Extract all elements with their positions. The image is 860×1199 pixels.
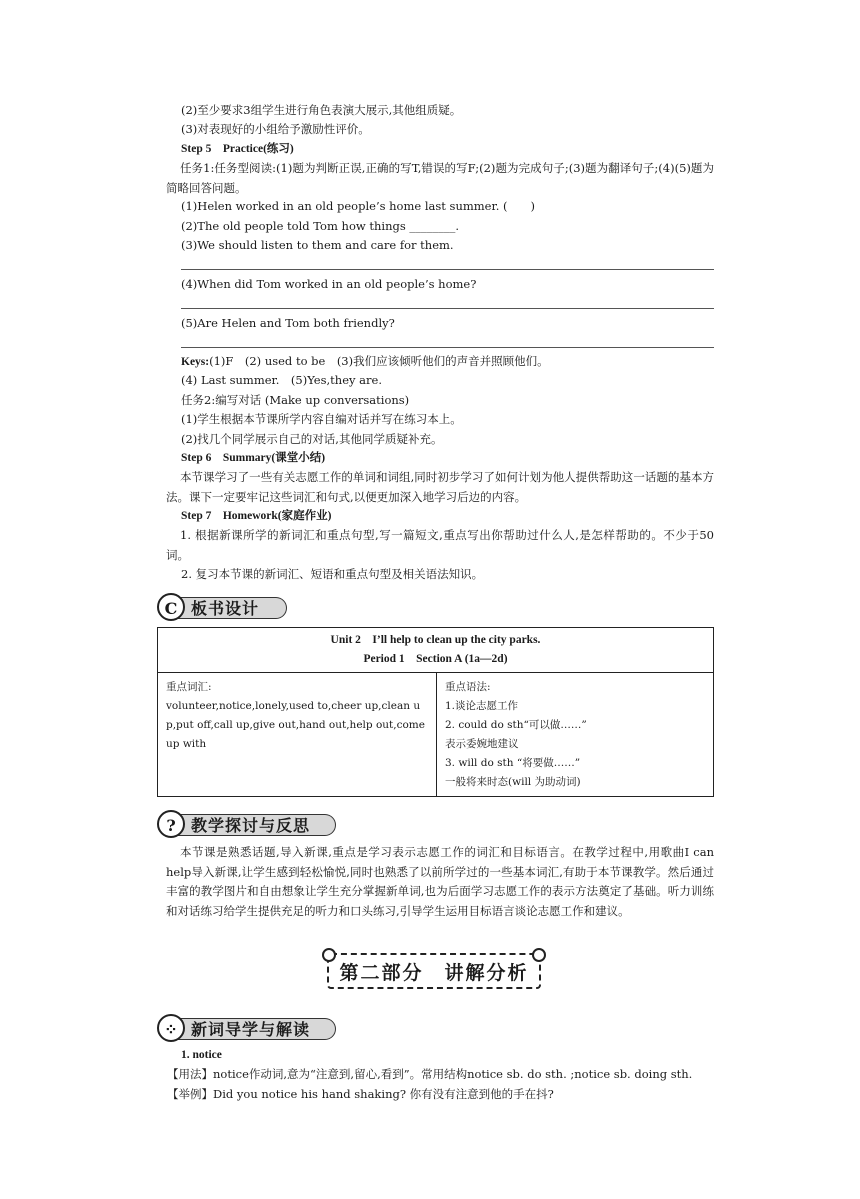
- board-title-line-1: Unit 2 I’ll help to clean up the city parks.: [330, 634, 541, 646]
- grammar-cell: [437, 673, 714, 797]
- grammar-line-2: 2. could do sth“可以做……”: [445, 719, 587, 731]
- question-4: (4)When did Tom worked in an old people’s home?: [181, 277, 477, 291]
- reflection-paragraph: 本节课是熟悉话题,导入新课,重点是学习表示志愿工作的词汇和目标语言。在教学过程中,用歌曲I can help导入新课,让学生感到轻松愉悦,同时也熟悉了以前所学过的一些基本词汇,有助于本节课教学。然后通过丰富的教学图片和自由想象让学生充分掌握新单词,也为后面学习志愿工作的表示方法奠定了基础。听力训练和对话练习给学生提供充足的听力和口头练习,引导学生运用目标语言谈论志愿工作和建议。: [166, 845, 714, 918]
- question-3: (3)We should listen to them and care for them.: [181, 238, 454, 252]
- question-1: (1)Helen worked in an old people’s home last summer. ( ): [181, 199, 536, 213]
- grammar-line-1: 1.谈论志愿工作: [445, 700, 519, 712]
- task1-paragraph: 任务1:任务型阅读:(1)题为判断正误,正确的写T,错误的写F;(2)题为完成句子;(3)题为翻译句子;(4)(5)题为简略回答问题。: [166, 161, 714, 195]
- c-badge-icon: C: [157, 593, 185, 621]
- keys-text-1: (1)F (2) used to be (3)我们应该倾听他们的声音并照顾他们。: [209, 354, 549, 368]
- board-title-cell: [158, 628, 714, 673]
- keys-line-2: (4) Last summer. (5)Yes,they are.: [181, 373, 382, 387]
- word-1-example: 【举例】Did you notice his hand shaking? 你有没有注意到他的手在抖?: [167, 1087, 554, 1101]
- grammar-line-3: 表示委婉地建议: [445, 738, 519, 750]
- vocab-label: 重点词汇:: [166, 681, 212, 693]
- task2-line-3: (2)找几个同学展示自己的对话,其他同学质疑补充。: [181, 432, 443, 446]
- word-1-heading: 1. notice: [181, 1049, 222, 1061]
- keys-line-1: [181, 354, 549, 370]
- vocab-text: volunteer,notice,lonely,used to,cheer up,clean up,put off,call up,give out,hand out,help out,come up with: [166, 700, 425, 750]
- grammar-label: 重点语法:: [445, 681, 491, 693]
- question-mark-icon: ?: [157, 810, 185, 838]
- homework-1: 1. 根据新课所学的新词汇和重点句型,写一篇短文,重点写出你帮助过什么人,是怎样帮助的。不少于50词。: [166, 528, 714, 562]
- top-line-1: (2)至少要求3组学生进行角色表演大展示,其他组质疑。: [181, 103, 462, 117]
- keys-label: Keys:: [181, 356, 210, 368]
- question-5: (5)Are Helen and Tom both friendly?: [181, 316, 395, 330]
- step6-paragraph: 本节课学习了一些有关志愿工作的单词和词组,同时初步学习了如何计划为他人提供帮助这一话题的基本方法。课下一定要牢记这些词汇和句式,以便更加深入地学习后边的内容。: [166, 470, 714, 504]
- word-1-usage: 【用法】notice作动词,意为“注意到,留心,看到”。常用结构notice sb. do sth. ;notice sb. doing sth.: [167, 1067, 693, 1081]
- grammar-line-4: 3. will do sth “将要做……”: [445, 757, 581, 769]
- task2-line-1: 任务2:编写对话 (Make up conversations): [181, 393, 410, 407]
- part-two-banner: [327, 953, 541, 989]
- step7-heading: Step 7 Homework(家庭作业): [181, 510, 332, 522]
- step6-heading: Step 6 Summary(课堂小结): [181, 452, 326, 464]
- board-design-title: 板书设计: [191, 599, 260, 618]
- board-title-line-2: Period 1 Section A (1a—2d): [363, 653, 508, 665]
- question-2: (2)The old people told Tom how things ________.: [181, 219, 460, 233]
- task2-line-2: (1)学生根据本节课所学内容自编对话并写在练习本上。: [181, 412, 462, 426]
- top-line-2: (3)对表现好的小组给予激励性评价。: [181, 122, 370, 136]
- step5-heading: Step 5 Practice(练习): [181, 143, 294, 155]
- answer-line-4: [181, 308, 714, 309]
- board-design-table: [157, 627, 714, 797]
- grammar-line-5: 一般将来时态(will 为助动词): [445, 776, 581, 788]
- part-two-title: 第二部分 讲解分析: [339, 962, 529, 984]
- homework-2: 2. 复习本节课的新词汇、短语和重点句型及相关语法知识。: [181, 567, 484, 581]
- new-words-title: 新词导学与解读: [191, 1020, 311, 1039]
- answer-line-3: [181, 269, 714, 270]
- answer-line-5: [181, 347, 714, 348]
- dots-badge-icon: ⁘: [157, 1014, 185, 1042]
- vocab-cell: [158, 673, 437, 797]
- reflection-title: 教学探讨与反思: [191, 816, 311, 835]
